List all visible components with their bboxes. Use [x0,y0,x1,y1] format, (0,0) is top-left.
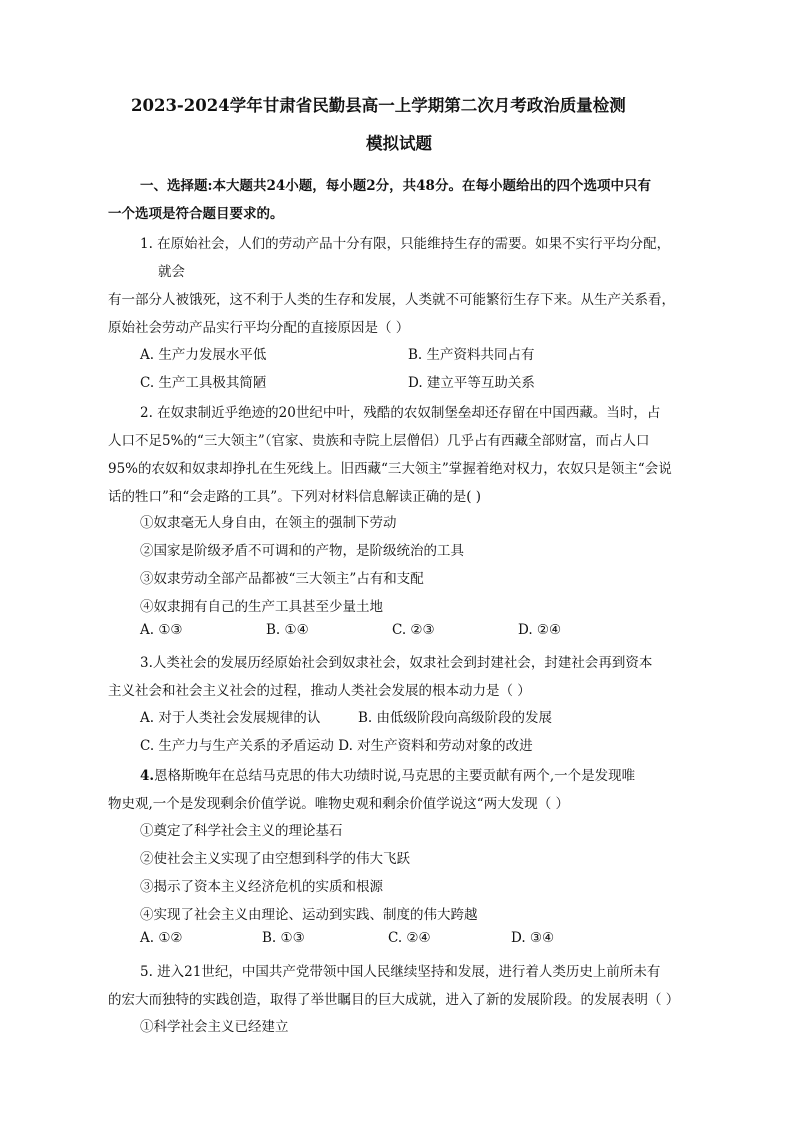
question-2-statement: ①奴隶毫无人身自由，在领主的强制下劳动 [140,515,397,531]
question-2-statement: ②国家是阶级矛盾不可调和的产物，是阶级统治的工具 [140,543,464,559]
question-3-line: 3.人类社会的发展历经原始社会到奴隶社会，奴隶社会到封建社会，封建社会再到资本 [140,655,653,671]
question-1-option-d[interactable]: D. 建立平等互助关系 [408,375,535,391]
question-3-line: 主义社会和社会主义社会的过程，推动人类社会发展的根本动力是（ ） [108,683,531,699]
page-title: 2023-2024学年甘肃省民勤县高一上学期第二次月考政治质量检测 [131,96,626,115]
question-2-statement: ④奴隶拥有自己的生产工具甚至少量土地 [140,599,383,615]
question-4-statement: ④实现了社会主义由理论、运动到实践、制度的伟大跨越 [140,907,478,923]
question-5-line: 5. 进入21世纪，中国共产党带领中国人民继续坚持和发展，进行着人类历史上前所未有 [140,964,661,980]
question-2-line: 95%的农奴和奴隶却挣扎在生死线上。旧西藏“三大领主”掌握着绝对权力，农奴只是领主“会说 [108,461,672,477]
question-2-line: 2. 在奴隶制近乎绝迹的20世纪中叶，残酷的农奴制堡垒却还存留在中国西藏。当时，占 [140,405,661,421]
question-5-statement: ①科学社会主义已经建立 [140,1019,289,1035]
question-2-line: 话的牲口”和“会走路的工具”。下列对材料信息解读正确的是( ) [108,489,482,505]
question-4-statement: ②使社会主义实现了由空想到科学的伟大飞跃 [140,851,410,867]
question-1-line: 1. 在原始社会，人们的劳动产品十分有限，只能维持生存的需要。如果不实行平均分配， [140,236,671,252]
page-subtitle: 模拟试题 [366,134,432,153]
question-4-number: 4. [140,768,155,784]
question-4-line [140,764,635,784]
question-2-option-b[interactable]: B. ①④ [266,622,309,638]
question-1-option-a[interactable]: A. 生产力发展水平低 [140,347,267,363]
question-3-option-cd[interactable]: C. 生产力与生产关系的矛盾运动 D. 对生产资料和劳动对象的改进 [140,738,533,754]
question-1-line: 原始社会劳动产品实行平均分配的直接原因是（ ） [108,320,410,336]
question-4-option-b[interactable]: B. ①③ [262,930,305,946]
question-3-option-a[interactable]: A. 对于人类社会发展规律的认 [140,710,321,726]
question-3-option-b[interactable]: B. 由低级阶段向高级阶段的发展 [358,710,553,726]
section-instructions-cont: 一个选项是符合题目要求的。 [108,206,284,222]
question-2-statement: ③奴隶劳动全部产品都被“三大领主”占有和支配 [140,571,424,587]
question-4-option-c[interactable]: C. ②④ [388,930,431,946]
question-1-option-c[interactable]: C. 生产工具极其简陋 [140,375,267,391]
question-4-option-d[interactable]: D. ③④ [511,930,555,946]
question-5-line: 的宏大而独特的实践创造，取得了举世瞩目的巨大成就，进入了新的发展阶段。的发展表明（ ） [108,992,680,1008]
question-1-line: 有一部分人被饿死，这不利于人类的生存和发展，人类就不可能繁衍生存下来。从生产关系看， [108,292,675,308]
question-1-line: 就会 [158,264,185,280]
question-1-option-b[interactable]: B. 生产资料共同占有 [408,347,535,363]
question-4-statement: ①奠定了科学社会主义的理论基石 [140,823,343,839]
question-4-line: 物史观,一个是发现剩余价值学说。唯物史观和剩余价值学说这“两大发现（ ） [108,796,569,812]
question-2-line: 人口不足5%的“三大领主”（官家、贵族和寺院上层僧侣）几乎占有西藏全部财富，而占人口 [108,433,650,449]
question-2-option-d[interactable]: D. ②④ [518,622,562,638]
question-4-statement: ③揭示了资本主义经济危机的实质和根源 [140,879,383,895]
question-2-option-c[interactable]: C. ②③ [392,622,435,638]
section-instructions: 一、选择题:本大题共24小题，每小题2分，共48分。在每小题给出的四个选项中只有 [140,178,651,194]
question-2-option-a[interactable]: A. ①③ [140,622,183,638]
question-4-option-a[interactable]: A. ①② [140,930,183,946]
question-4-text: 恩格斯晚年在总结马克思的伟大功绩时说,马克思的主要贡献有两个,一个是发现唯 [154,768,636,784]
